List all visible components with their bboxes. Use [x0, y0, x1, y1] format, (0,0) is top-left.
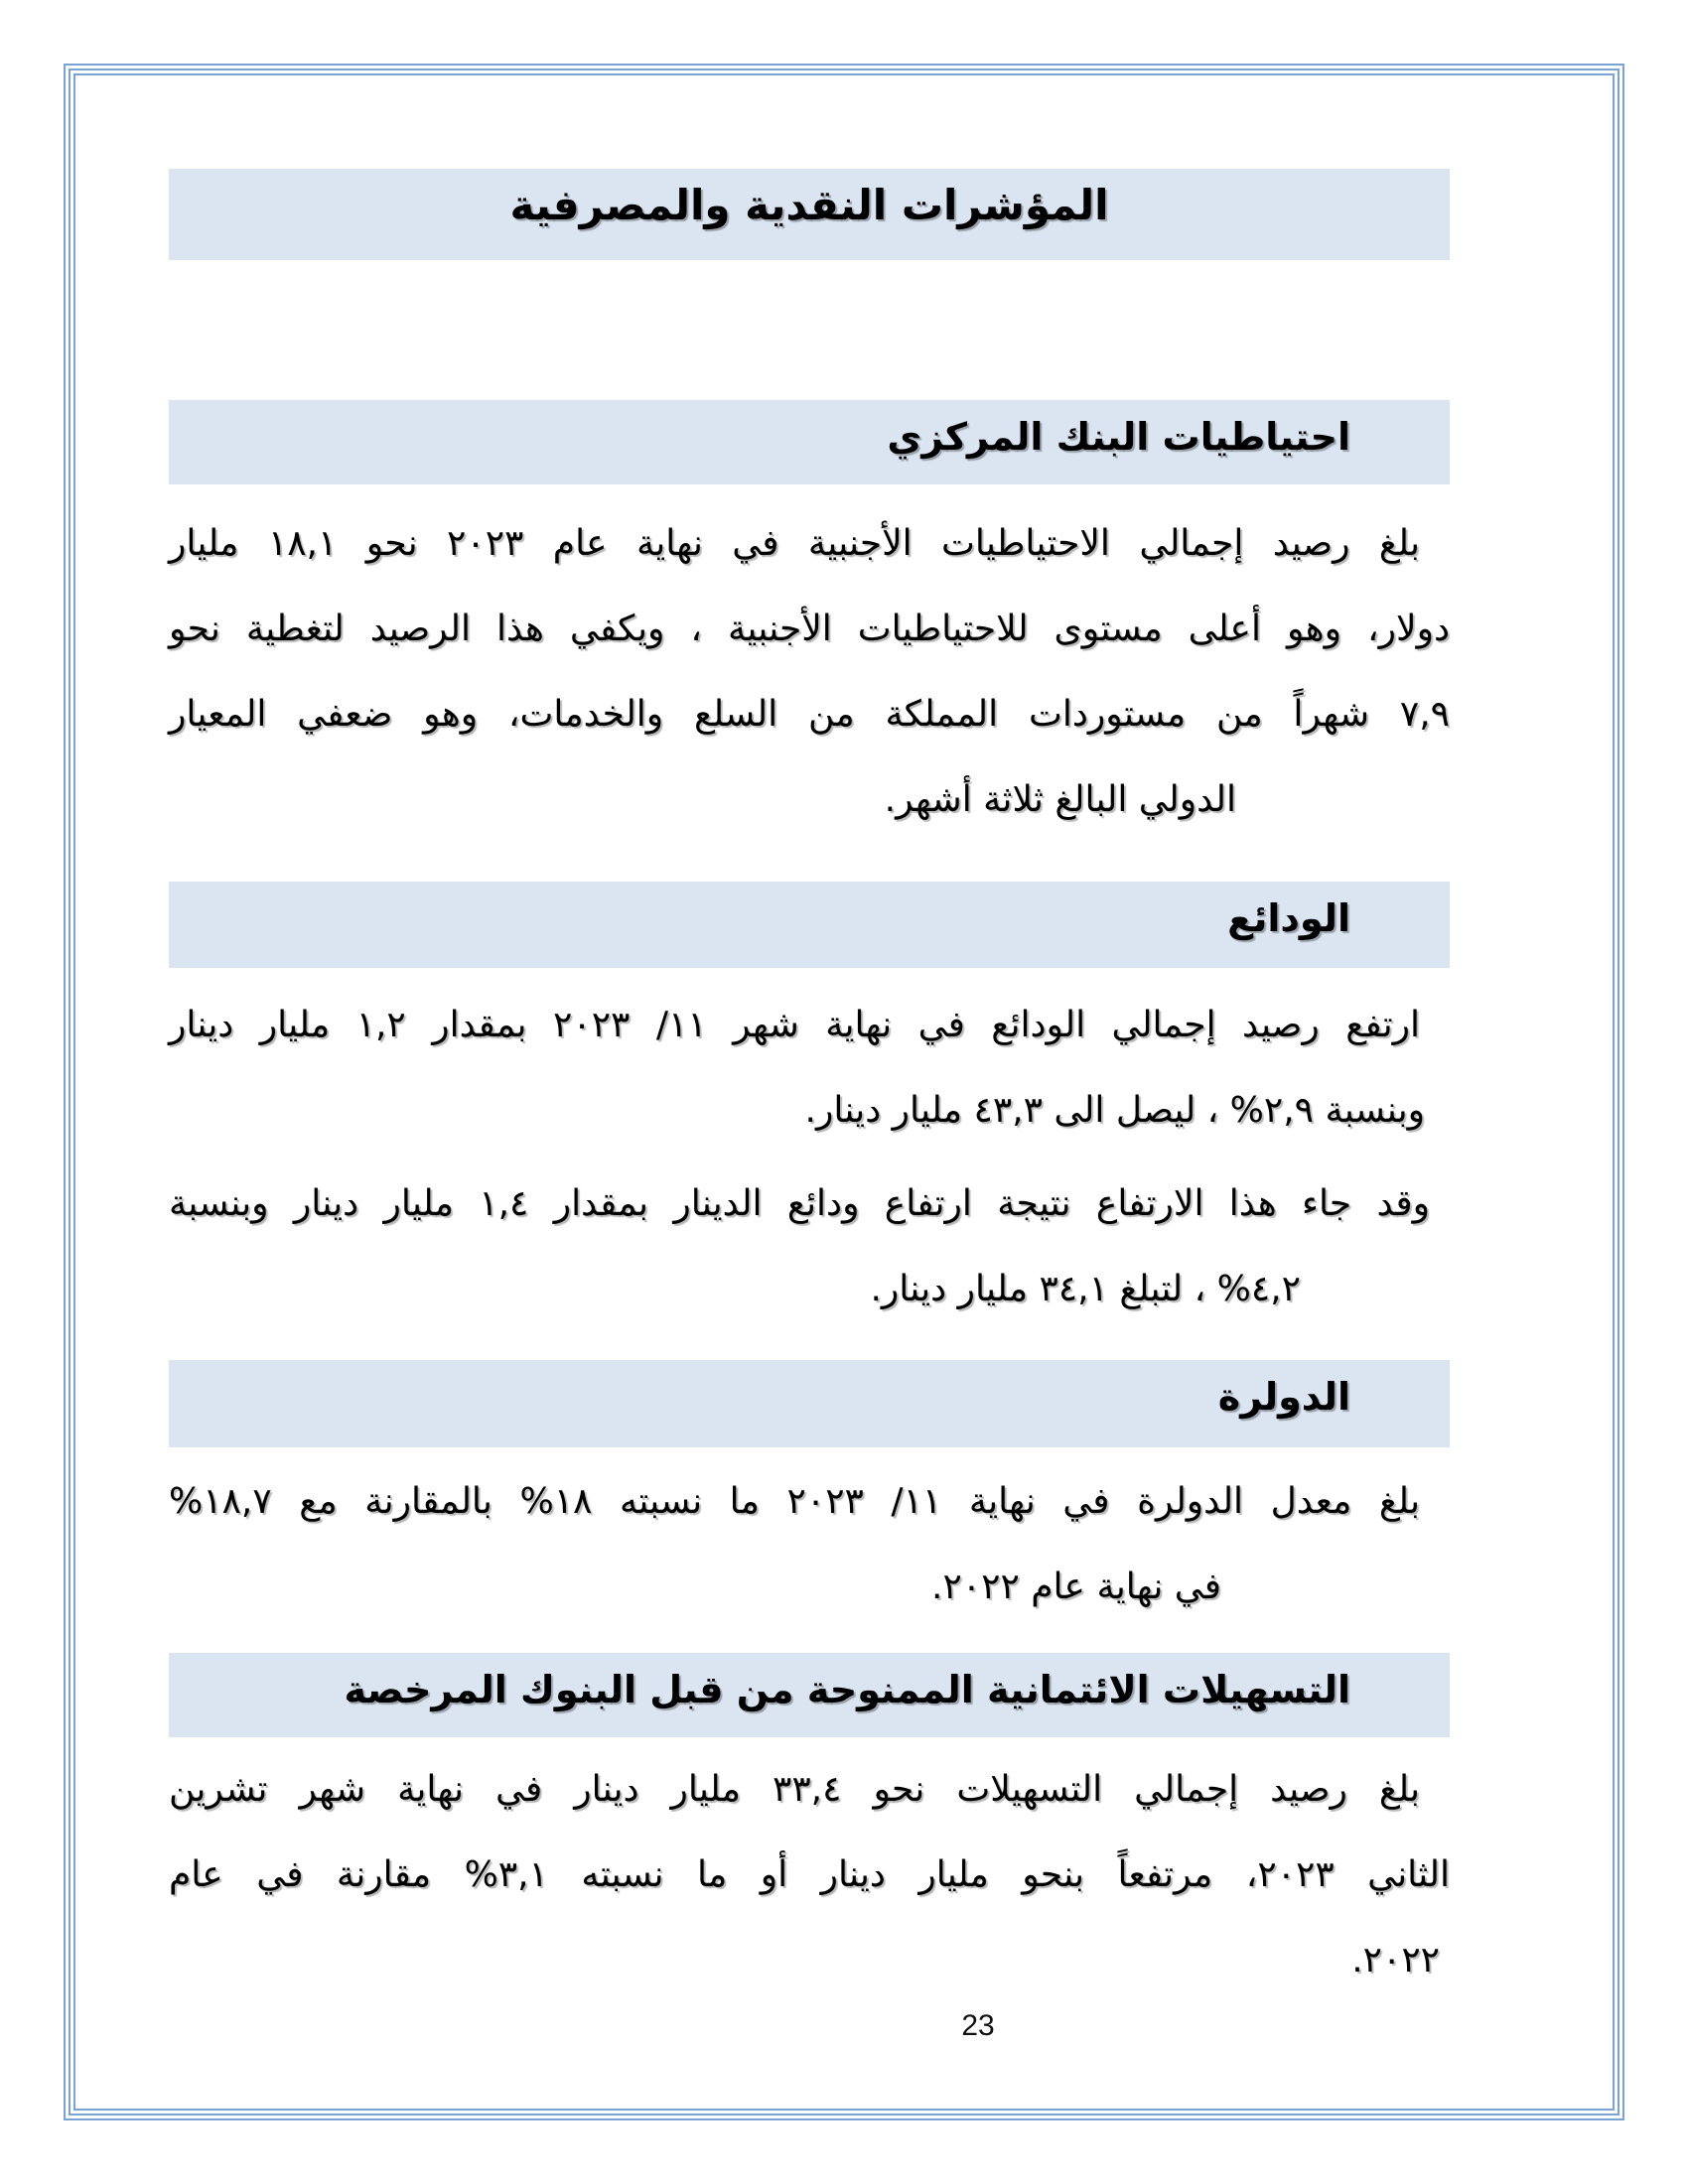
paragraph-facilities: [169, 1747, 1450, 2003]
section-heading-deposits: الودائع: [1227, 896, 1350, 940]
page-title: المؤشرات النقدية والمصرفية: [509, 181, 1109, 229]
section-banner-reserves: [169, 400, 1450, 484]
text-line: وقد جاء هذا الارتفاع نتيجة ارتفاع ودائع الدينار بمقدار ١,٤ مليار دينار وبنسبة: [169, 1183, 1431, 1224]
text-line: ارتفع رصيد إجمالي الودائع في نهاية شهر ١١/ ٢٠٢٣ بمقدار ١,٢ مليار دينار: [169, 1005, 1421, 1045]
text-line: ٧,٩ شهراً من مستوردات المملكة من السلع والخدمات، وهو ضعفي المعيار: [169, 694, 1450, 735]
section-banner-dollarization: [169, 1360, 1450, 1447]
paragraph-reserves: [169, 501, 1450, 843]
paragraph-dollarization: [169, 1459, 1450, 1630]
section-heading-dollarization: الدولرة: [1217, 1375, 1350, 1419]
text-line: الدولي البالغ ثلاثة أشهر.: [884, 779, 1236, 820]
section-heading-reserves: احتياطيات البنك المركزي: [887, 415, 1350, 459]
section-heading-facilities: التسهيلات الائتمانية الممنوحة من قبل البنوك المرخصة: [344, 1668, 1350, 1711]
text-line: بلغ رصيد إجمالي التسهيلات نحو ٣٣,٤ مليار دينار في نهاية شهر تشرين: [169, 1769, 1420, 1810]
section-banner-facilities: [169, 1653, 1450, 1737]
text-line: بلغ معدل الدولرة في نهاية ١١/ ٢٠٢٣ ما نسبته ١٨% بالمقارنة مع ١٨,٧%: [169, 1481, 1420, 1522]
text-line: ٢٠٢٢.: [1351, 1940, 1440, 1980]
paragraph-deposits-1: [169, 983, 1450, 1154]
text-line: دولار، وهو أعلى مستوى للاحتياطيات الأجنبية ، ويكفي هذا الرصيد لتغطية نحو: [169, 609, 1450, 649]
paragraph-deposits-2: [169, 1161, 1450, 1332]
document-content: [169, 0, 1450, 2184]
section-banner-deposits: [169, 882, 1450, 968]
page-title-banner: [169, 169, 1450, 260]
text-line: بلغ رصيد إجمالي الاحتياطيات الأجنبية في نهاية عام ٢٠٢٣ نحو ١٨,١ مليار: [169, 523, 1420, 564]
text-line: في نهاية عام ٢٠٢٢.: [931, 1567, 1221, 1607]
page-number: 23: [961, 2009, 995, 2042]
text-line: وبنسبة ٢,٩% ، ليصل الى ٤٣,٣ مليار دينار.: [804, 1090, 1425, 1131]
text-line: الثاني ٢٠٢٣، مرتفعاً بنحو مليار دينار أو ما نسبته ٣,١% مقارنة في عام: [169, 1854, 1450, 1895]
text-line: ٤,٢% ، لتبلغ ٣٤,١ مليار دينار.: [870, 1269, 1301, 1309]
